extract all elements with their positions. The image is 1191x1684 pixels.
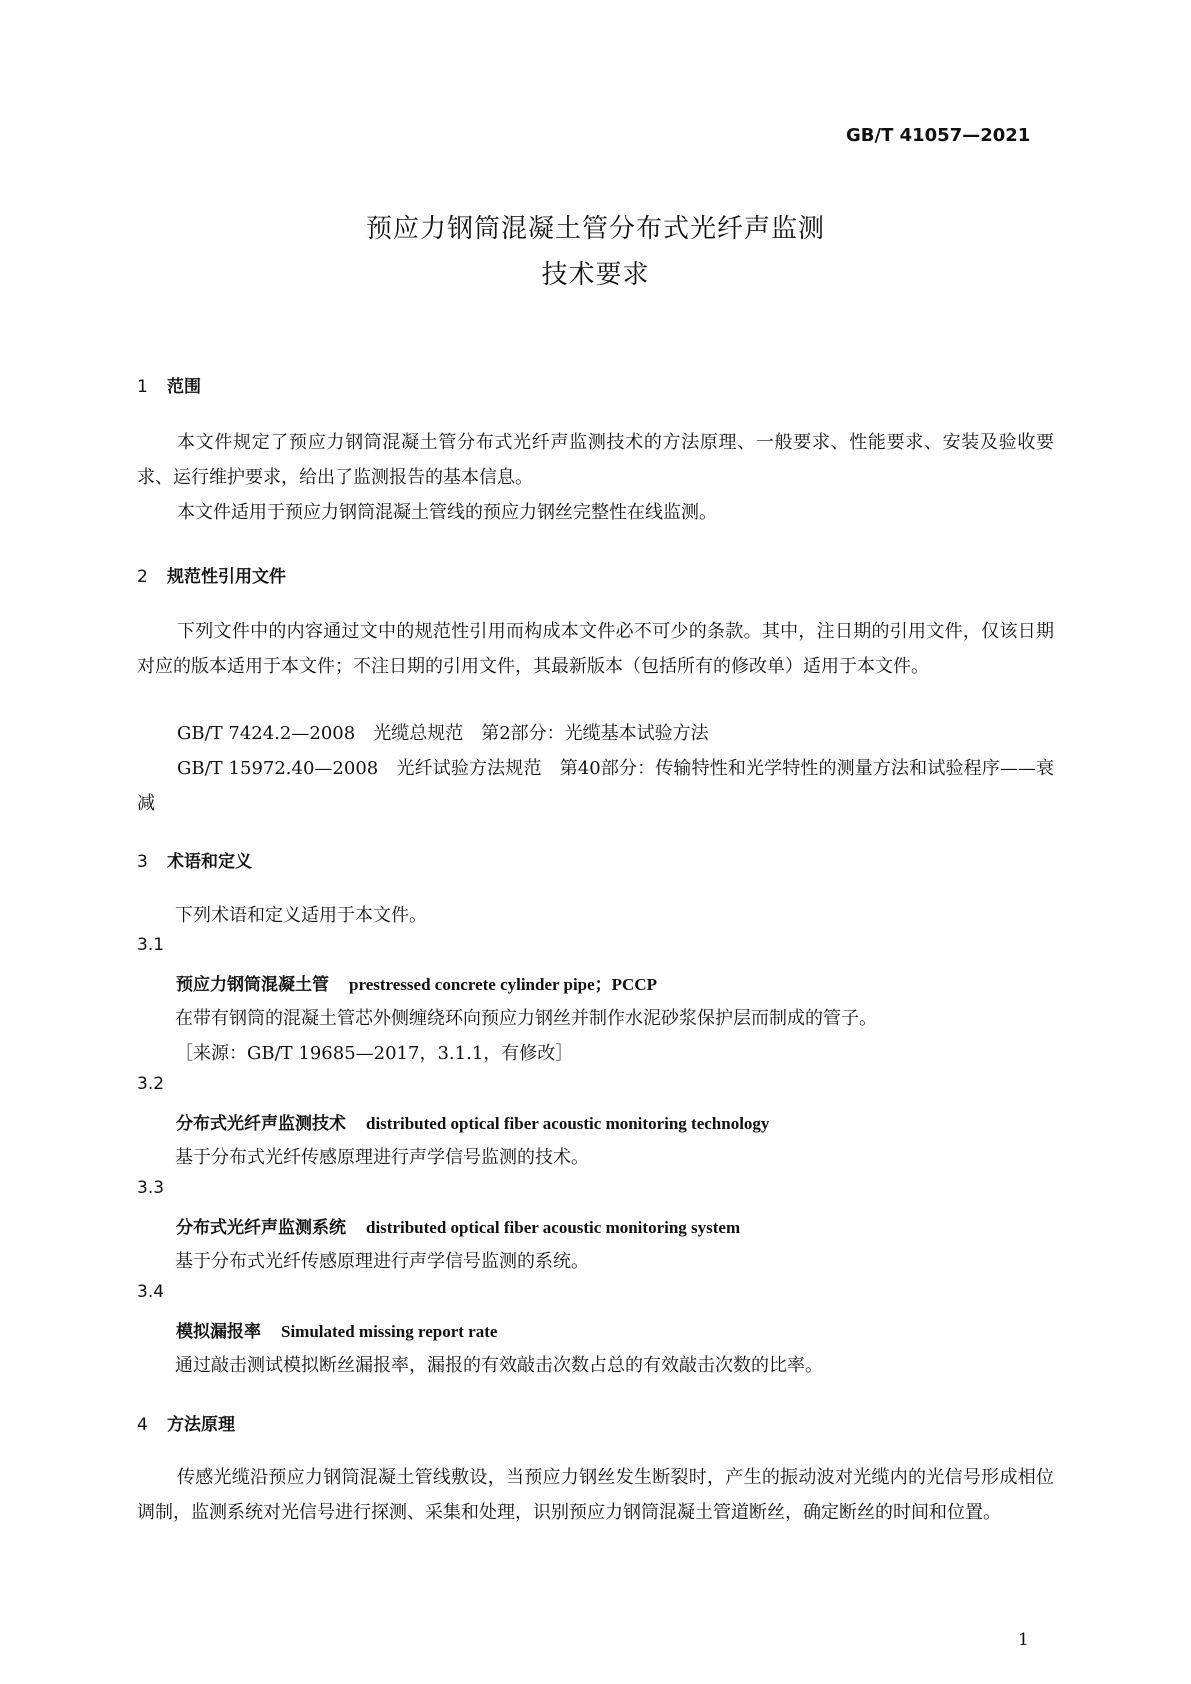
term-definition: 在带有钢筒的混凝土管芯外侧缠绕环向预应力钢丝并制作水泥砂浆保护层而制成的管子。 [175, 1008, 877, 1029]
section-1-paragraph-1: 本文件规定了预应力钢筒混凝土管分布式光纤声监测技术的方法原理、一般要求、性能要求、安装及验收要求、运行维护要求，给出了监测报告的基本信息。 [137, 432, 1054, 488]
section-2-heading [137, 562, 286, 587]
section-2-title: 规范性引用文件 [167, 567, 286, 587]
document-title-line2: 技术要求 [541, 260, 650, 290]
section-1-paragraph-2: 本文件适用于预应力钢筒混凝土管线的预应力钢丝完整性在线监测。 [177, 502, 717, 523]
section-4-title: 方法原理 [167, 1415, 235, 1435]
term-zh: 分布式光纤声监测系统 [176, 1218, 346, 1238]
section-2-intro: 下列文件中的内容通过文中的规范性引用而构成本文件必不可少的条款。其中，注日期的引用文件，仅该日期对应的版本适用于本文件；不注日期的引用文件，其最新版本（包括所有的修改单）适用于本文件。 [137, 621, 1054, 677]
term-heading [176, 1317, 497, 1342]
reference-item: GB/T 7424.2—2008 光缆总规范 第2部分：光缆基本试验方法 [177, 723, 709, 744]
page-number: 1 [1018, 1630, 1029, 1650]
term-zh: 预应力钢筒混凝土管 [176, 975, 329, 995]
section-3-intro: 下列术语和定义适用于本文件。 [175, 905, 427, 926]
term-heading [176, 1109, 769, 1134]
term-heading [176, 970, 657, 995]
term-definition: 基于分布式光纤传感原理进行声学信号监测的技术。 [175, 1147, 589, 1168]
section-3-heading [137, 847, 252, 872]
section-4-number: 4 [137, 1415, 148, 1435]
term-source: ［来源：GB/T 19685—2017，3.1.1，有修改］ [175, 1043, 574, 1064]
term-en: distributed optical fiber acoustic monitoring technology [366, 1114, 770, 1133]
term-number: 3.3 [137, 1178, 165, 1198]
section-2-number: 2 [137, 567, 148, 587]
section-4-heading [137, 1410, 235, 1435]
term-number: 3.4 [137, 1282, 165, 1302]
section-3-title: 术语和定义 [167, 852, 252, 872]
term-en: prestressed concrete cylinder pipe；PCCP [349, 975, 658, 994]
reference-item: GB/T 15972.40—2008 光纤试验方法规范 第40部分：传输特性和光学特性的测量方法和试验程序——衰减 [137, 758, 1054, 814]
term-definition: 基于分布式光纤传感原理进行声学信号监测的系统。 [175, 1251, 589, 1272]
section-4-paragraph: 传感光缆沿预应力钢筒混凝土管线敷设，当预应力钢丝发生断裂时，产生的振动波对光缆内的光信号形成相位调制，监测系统对光信号进行探测、采集和处理，识别预应力钢筒混凝土管道断丝，确定断丝的时间和位置。 [137, 1467, 1054, 1523]
term-definition: 通过敲击测试模拟断丝漏报率，漏报的有效敲击次数占总的有效敲击次数的比率。 [175, 1355, 823, 1376]
standard-number: GB/T 41057—2021 [846, 125, 1031, 146]
term-zh: 分布式光纤声监测技术 [176, 1114, 346, 1134]
section-3-number: 3 [137, 852, 148, 872]
section-1-number: 1 [137, 377, 148, 397]
term-heading [176, 1213, 740, 1238]
term-number: 3.1 [137, 935, 165, 955]
term-zh: 模拟漏报率 [176, 1322, 261, 1342]
section-1-heading [137, 372, 201, 397]
section-1-title: 范围 [167, 377, 201, 397]
document-title-line1: 预应力钢筒混凝土管分布式光纤声监测 [365, 214, 825, 244]
term-en: distributed optical fiber acoustic monitoring system [366, 1218, 741, 1237]
term-en: Simulated missing report rate [281, 1322, 498, 1341]
term-number: 3.2 [137, 1074, 165, 1094]
